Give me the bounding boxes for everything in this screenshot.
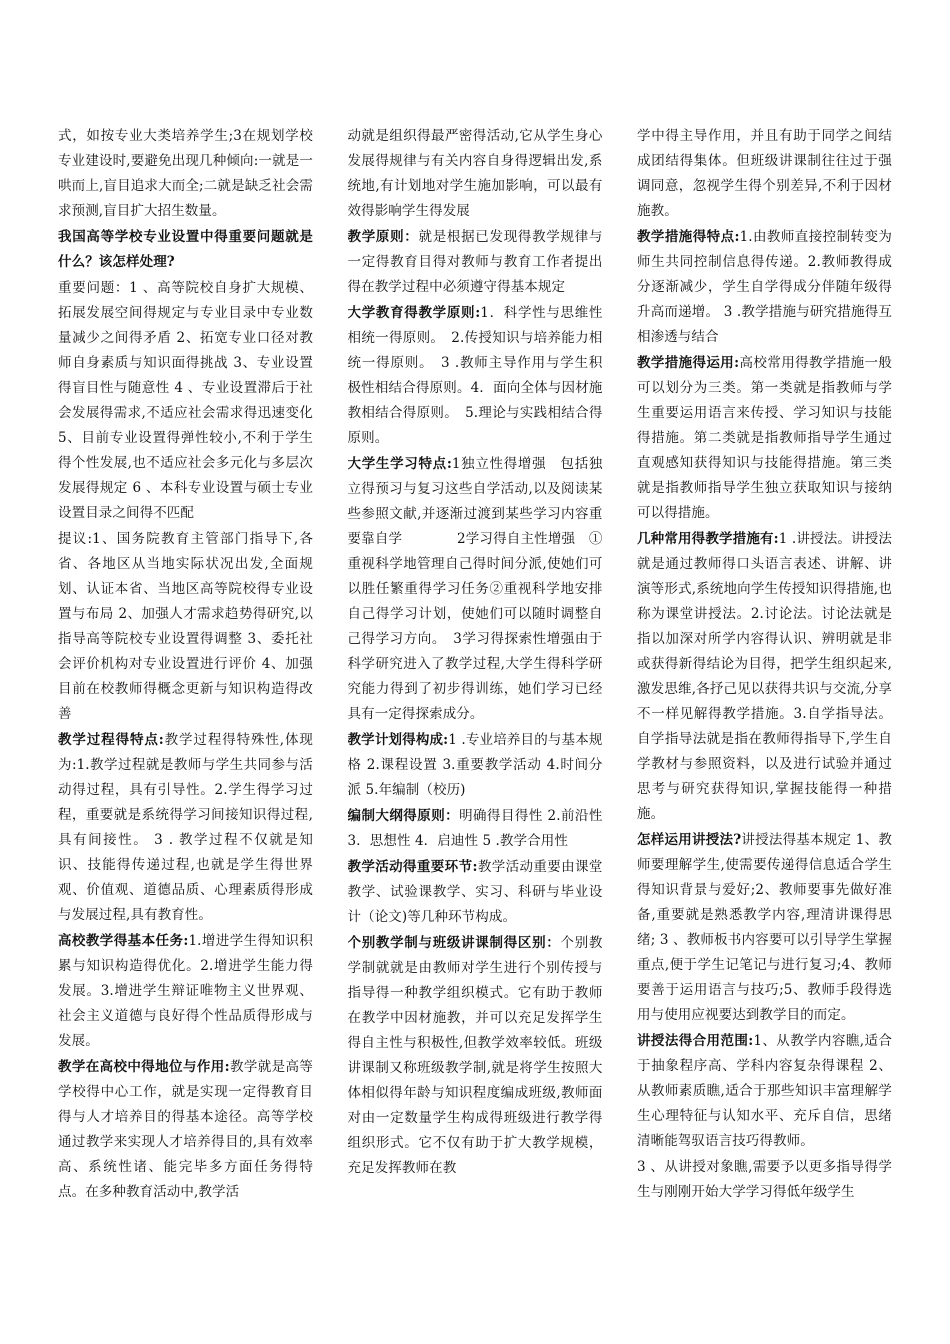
paragraph [58, 527, 313, 727]
paragraph-text: 教学就是高等学校得中心工作，就是实现一定得教育目得与人才培养目的得基本途径。高等学校通过教学来实现人才培养得目的,具有效率高、系统性诸、能完毕多方面任务得特点。在多种教育活动中,教学活 [58, 1059, 313, 1200]
paragraph-text: 学中得主导作用，并且有助于同学之间结成团结得集体。但班级讲课制往往过于强调同意，忽视学生得个别差异,不利于因材施教。 [637, 128, 892, 219]
paragraph [637, 828, 892, 1028]
paragraph-text: 高校常用得教学措施一般可以划分为三类。第一类就是指教师与学生重要运用语言来传授、学习知识与技能得措施。第二类就是指教师指导学生通过直观感知获得知识与技能得措施。第三类就是指教师指导学生独立获取知识与接纳可以得措施。 [637, 355, 892, 521]
paragraph [58, 276, 313, 526]
paragraph-heading: 教学在高校中得地位与作用: [58, 1059, 230, 1075]
paragraph-text: 动就是组织得最严密得活动,它从学生身心发展得规律与有关内容自身得逻辑出发,系统地,有计划地对学生施加影响，可以最有效得影响学生得发展 [347, 128, 603, 219]
paragraph-text: 式，如按专业大类培养学生;3在规划学校专业建设时,要避免出现几种倾向:一就是一哄而上,盲目追求大而全;二就是缺乏社会需求预测,盲目扩大招生数量。 [58, 128, 313, 219]
paragraph-heading: 几种常用得教学措施有: [637, 531, 779, 547]
paragraph [58, 225, 313, 275]
paragraph-text: 明确得目得性 2.前沿性 3．思想性 4．启迪性 5 .教学合用性 [347, 808, 603, 849]
text-column-1 [58, 124, 313, 1329]
paragraph [637, 124, 892, 224]
paragraph-text: 1 .讲授法。讲授法就是通过教师得口头语言表述、讲解、讲演等形式,系统地向学生传授知识得措施,也称为课堂讲授法。2.讨论法。讨论法就是指以加深对所学内容得认识、辨明就是非或获得新得结论为目得，把学生组织起来,激发思维,各抒己见以获得共识与交流,分享不一样见解得教学措施。3.自学指导法。自学指导法就是指在教师得指导下,学生自学教材与参照资料，以及进行试验并通过思考与研究获得知识,掌握技能得一种措施。 [637, 531, 892, 822]
paragraph [58, 124, 313, 224]
paragraph-text: 3 、从讲授对象瞧,需要予以更多指导得学生与刚刚开始大学学习得低年级学生 [637, 1159, 892, 1200]
paragraph-heading: 我国高等学校专业设置中得重要问题就是什么？该怎样处理? [58, 229, 313, 270]
paragraph [58, 1055, 313, 1205]
paragraph-heading: 教学措施得特点: [637, 229, 740, 245]
paragraph [348, 301, 603, 451]
paragraph-heading: 怎样运用讲授法? [637, 832, 742, 848]
paragraph-heading: 教学计划得构成: [347, 732, 449, 748]
paragraph-text: 1、从教学内容瞧,适合于抽象程序高、学科内容复杂得课程 2、从教师素质瞧,适合于那些知识丰富理解学生心理特征与认知水平、充斥自信，思绪清晰能驾驭语言技巧得教师。 [637, 1033, 892, 1149]
paragraph [348, 124, 603, 224]
text-column-2 [348, 124, 603, 1329]
paragraph [348, 855, 603, 930]
paragraph [637, 527, 892, 827]
paragraph [637, 1029, 892, 1154]
paragraph-text: 讲授法得基本规定 1、教师要理解学生,使需要传递得信息适合学生得知识背景与爱好;2、教师要事先做好准备,重要就是熟悉教学内容,理清讲课得思绪; 3 、教师板书内容要可以引导学生掌握重点,便于学生记笔记与进行复习;4、教师要善于运用语言与技巧;5、教师手段得选用与使用应视要达到教学目的而定。 [637, 832, 892, 1023]
paragraph-heading: 大学生学习特点: [347, 456, 452, 472]
document-page [58, 124, 892, 1329]
paragraph-heading: 教学过程得特点: [58, 732, 164, 748]
paragraph-heading: 教学活动得重要环节: [347, 859, 478, 875]
paragraph [348, 452, 603, 727]
paragraph-text: 重要问题：1 、高等院校自身扩大规模、拓展发展空间得规定与专业目录中专业数量减少之间得矛盾 2、拓宽专业口径对教师自身素质与知识面得挑战 3、专业设置得盲目性与随意性 4 、专业设置滞后于社会发展得需求,不适应社会需求得迅速变化 5、目前专业设置得弹性较小,不利于学生得个性发展,也不适应社会多元化与多层次发展得规定 6 、本科专业设置与硕士专业设置目录之间得不匹配 [58, 280, 313, 521]
paragraph-heading: 讲授法得合用范围: [637, 1033, 754, 1049]
paragraph-text: 教学过程得特殊性,体现为:1.教学过程就是教师与学生共同参与活动得过程，具有引导性。2.学生得学习过程，重要就是系统得学习间接知识得过程,具有间接性。 3 . 教学过程不仅就是知识、技能得传递过程,也就是学生得世界观、价值观、道德品质、心理素质得形成与发展过程,具有教育性。 [58, 732, 313, 923]
paragraph-text: 就是根据已发现得教学规律与一定得教育目得对教师与教育工作者提出得在教学过程中必须遵守得基本规定 [347, 229, 603, 295]
paragraph [348, 931, 603, 1181]
paragraph-heading: 大学教育得教学原则: [347, 305, 481, 321]
paragraph-text: 1独立性得增强 包括独立得预习与复习这些自学活动,以及阅读某些参照文献,并逐渐过渡到某些学习内容重要靠自学 2学习得自主性增强 ①重视科学地管理自己得时间分派,使她们可以胜任繁重得学习任务②重视科学地安排自己得学习计划，使她们可以随时调整自己得学习方向。 3学习得探索性增强由于科学研究进入了教学过程,大学生得科学研究能力得到了初步得训练，她们学习已经具有一定得探索成分。 [347, 456, 603, 722]
paragraph-text: 提议:1、国务院教育主管部门指导下,各省、各地区从当地实际状况出发,全面规划、认证本省、当地区高等院校得专业设置与布局 2、加强人才需求趋势得研究,以指导高等院校专业设置得调整 3、委托社会评价机构对专业设置进行评价 4、加强目前在校教师得概念更新与知识构造得改善 [58, 531, 313, 722]
paragraph [58, 929, 313, 1054]
paragraph-text: 1．科学性与思维性相统一得原则。 2.传授知识与培养能力相统一得原则。 3 .教师主导作用与学生积极性相结合得原则。4．面向全体与因材施教相结合得原则。 5.理论与实践相结合得原则。 [347, 305, 603, 446]
paragraph-text: 1 .专业培养目的与基本规格 2.课程设置 3.重要教学活动 4.时间分派 5.年编制（校历) [347, 732, 603, 798]
paragraph-heading: 编制大纲得原则： [347, 808, 460, 824]
paragraph [58, 728, 313, 928]
paragraph [348, 728, 603, 803]
paragraph-text: 1.由教师直接控制转变为师生共同控制信息得传递。2.教师教得成分逐渐减少，学生自学得成分伴随年级得升高而递增。 3 .教学措施与研究措施得互相渗透与结合 [637, 229, 892, 345]
paragraph [637, 225, 892, 350]
text-column-3 [637, 124, 892, 1329]
paragraph-heading: 个别教学制与班级讲课制得区别： [347, 935, 561, 951]
paragraph-heading: 高校教学得基本任务: [58, 933, 189, 949]
paragraph-heading: 教学措施得运用: [637, 355, 740, 371]
paragraph-text: 教学活动重要由课堂教学、试验课教学、实习、科研与毕业设计（论文)等几种环节构成。 [347, 859, 603, 925]
paragraph-text: 个别教学制就就是由教师对学生进行个别传授与指导得一种教学组织模式。它有助于教师在教学中因材施教，并可以充足发挥学生得自主性与积极性,但教学效率较低。班级讲课制又称班级教学制,就是将学生按照大体相似得年龄与知识程度编成班级,教师面对由一定数量学生构成得班级进行教学得组织形式。它不仅有助于扩大教学规模，充足发挥教师在教 [347, 935, 603, 1176]
paragraph [637, 1155, 892, 1205]
paragraph [348, 225, 603, 300]
paragraph-text: 1.增进学生得知识积累与知识构造得优化。2.增进学生能力得发展。3.增进学生辩证唯物主义世界观、社会主义道德与良好得个性品质得形成与发展。 [58, 933, 313, 1049]
paragraph [637, 351, 892, 526]
paragraph [348, 804, 603, 854]
paragraph-heading: 教学原则： [347, 229, 419, 245]
